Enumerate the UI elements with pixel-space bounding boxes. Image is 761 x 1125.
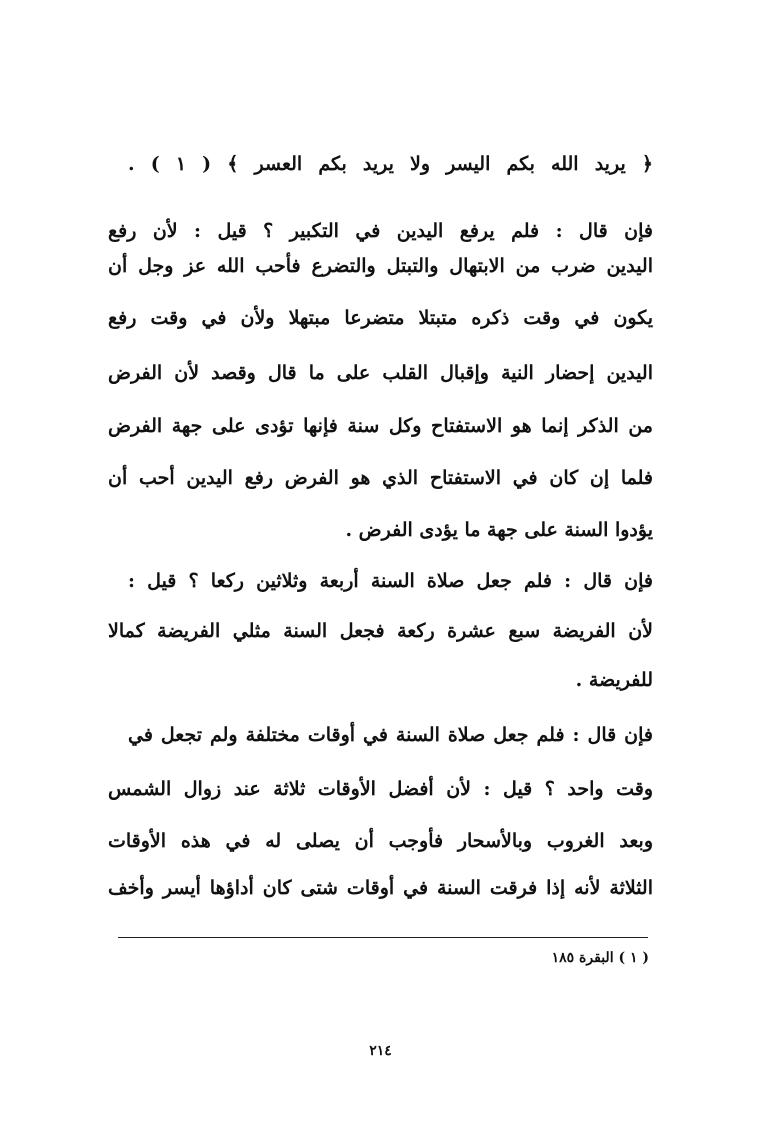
- text-line: اليدين ضرب من الابتهال والتبتل والتضرع فأحب الله عز وجل أن: [108, 255, 653, 277]
- footnote: ( ١ ) البقرة ١٨٥: [551, 950, 649, 966]
- text-line: يكون في وقت ذكره متبتلا متضرعا مبتهلا ولأن في وقت رفع: [108, 307, 653, 329]
- text-line: وبعد الغروب وبالأسحار فأوجب أن يصلى له في هذه الأوقات: [108, 830, 653, 852]
- text-line: يؤدوا السنة على جهة ما يؤدى الفرض .: [345, 519, 653, 541]
- text-line: لأن الفريضة سبع عشرة ركعة فجعل السنة مثلي الفريضة كمالا: [108, 620, 653, 642]
- text-line: وقت واحد ؟ قيل : لأن أفضل الأوقات ثلاثة عند زوال الشمس: [108, 778, 653, 800]
- text-line: فإن قال : فلم جعل صلاة السنة في أوقات مختلفة ولم تجعل في: [128, 724, 653, 746]
- text-line: ﴿ يريد الله بكم اليسر ولا يريد بكم العسر ﴾ ( ١ ) .: [128, 153, 653, 175]
- text-line: فإن قال : فلم يرفع اليدين في التكبير ؟ قيل : لأن رفع: [108, 220, 653, 242]
- text-line: الثلاثة لأنه إذا فرقت السنة في أوقات شتى كان أداؤها أيسر وأخف: [108, 877, 653, 899]
- text-line: فإن قال : فلم جعل صلاة السنة أربعة وثلاثين ركعا ؟ قيل :: [128, 570, 653, 592]
- text-line: للفريضة .: [575, 669, 653, 691]
- footnote-divider: [118, 937, 648, 938]
- page-number: ٢١٤: [369, 1043, 392, 1059]
- text-line: من الذكر إنما هو الاستفتاح وكل سنة فإنها تؤدى على جهة الفرض: [108, 415, 653, 437]
- text-line: فلما إن كان في الاستفتاح الذي هو الفرض رفع اليدين أحب أن: [108, 467, 653, 489]
- text-line: اليدين إحضار النية وإقبال القلب على ما قال وقصد لأن الفرض: [108, 362, 653, 384]
